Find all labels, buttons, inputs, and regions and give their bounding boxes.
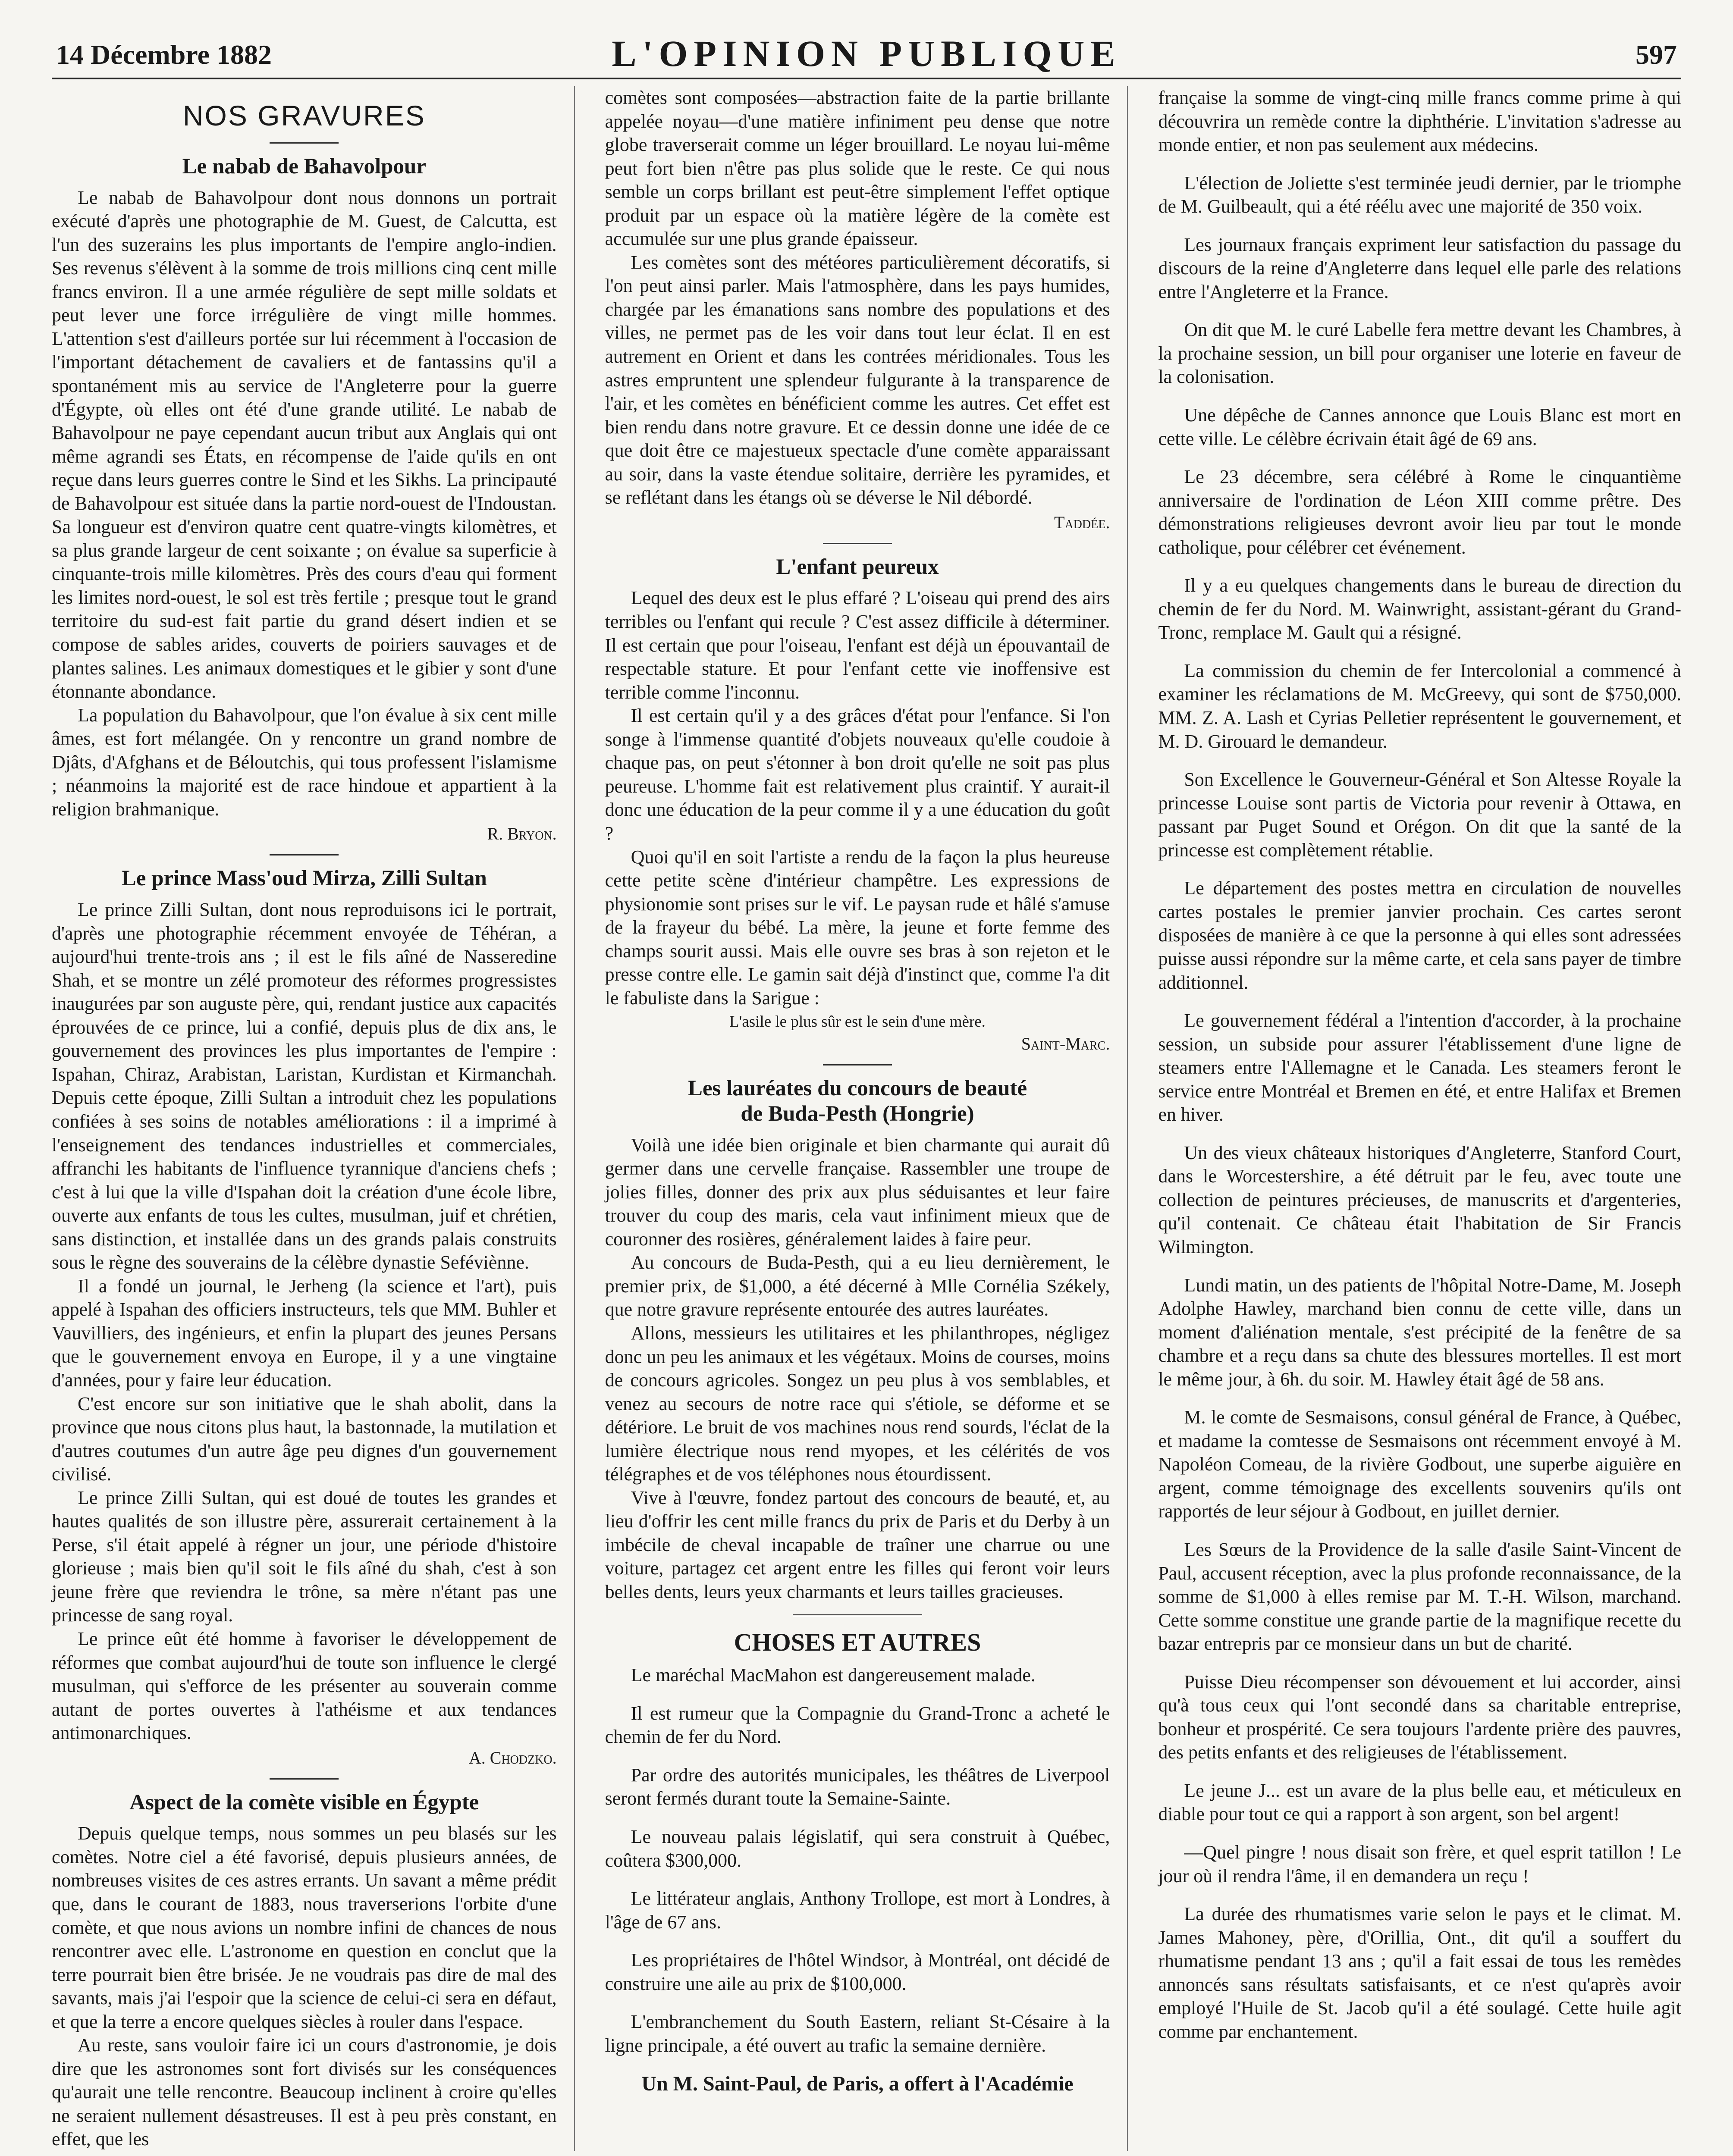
issue-date: 14 Décembre 1882 [56,39,272,70]
article-paragraph: Il a fondé un journal, le Jerheng (la science et l'art), puis appelé à Ispahan des officiers instructeurs, tels que MM. Buhler et Vauvilliers, des ingénieurs, et enfin la plupart des jeunes Persans que le gouvernement envoya en Europe, il y a une vingtaine d'années, pour y faire leur éducation. [52,1275,557,1391]
article-signature: Taddée. [1054,512,1110,532]
article-heading: Le nabab de Bahavolpour [182,154,427,179]
article-paragraph: Il est certain qu'il y a des grâces d'état pour l'enfance. Si l'on songe à l'immense quantité d'objets nouveaux qu'elle coudoie à chaque pas, on peut s'étonner à bon droit qu'elle ne soit pas plus peureuse. L'homme fait est relativement plus craintif. Y aurait-il donc une éducation de la peur comme il y a une éducation du goût ? [605,705,1110,844]
news-brief: Le jeune J... est un avare de la plus belle eau, et méticuleux en diable pour tout ce qui a rapport à son argent, son bel argent! [1158,1780,1681,1825]
news-brief: Le nouveau palais législatif, qui sera construit à Québec, coûtera $300,000. [605,1826,1110,1871]
news-brief: Le maréchal MacMahon est dangereusement malade. [631,1664,1036,1686]
news-brief: Les propriétaires de l'hôtel Windsor, à Montréal, ont décidé de construire une aile au prix de $100,000. [605,1949,1110,1994]
news-brief: Par ordre des autorités municipales, les théâtres de Liverpool seront fermés durant toute la Semaine-Sainte. [605,1764,1110,1809]
article-paragraph: Les comètes sont des météores particulièrement décoratifs, si l'on peut ainsi parler. Mais l'atmosphère, dans les pays humides, chargée par les émanations sans nombre des populations et des villes, ne permet pas de les voir dans tout leur éclat. Il en est autrement en Orient et dans les contrées méridionales. Tous les astres empruntent une splendeur fulgurante à la transparence de l'air, et les comètes en bénéficient comme les autres. Cet effet est bien rendu dans notre gravure. Et ce dessin donne une idée de ce que doit être ce majestueux spectacle d'une comète apparaissant au soir, dans la vaste étendue solitaire, derrière les pyramides, et se reflétant dans les étangs où se déverse le Nil débordé. [605,251,1110,508]
news-brief: L'embranchement du South Eastern, reliant St-Césaire à la ligne principale, a été ouvert au trafic la semaine dernière. [605,2011,1110,2056]
divider [823,543,892,544]
page-number: 597 [1636,39,1677,70]
article-paragraph: Lequel des deux est le plus effaré ? L'oiseau qui prend des airs terribles ou l'enfant qui recule ? C'est assez difficile à déterminer. Il est certain que pour l'oiseau, l'enfant est déjà un épouvantail de respectable stature. Et pour l'enfant cette vie inoffensive est terrible comme l'inconnu. [605,587,1110,703]
news-brief: Le 23 décembre, sera célébré à Rome le cinquantième anniversaire de l'ordination de Léon XIII comme prêtre. Des démonstrations religieuses devront avoir lieu par tout le monde catholique, pour célébrer cet événement. [1158,466,1681,558]
article-paragraph: La population du Bahavolpour, que l'on évalue à six cent mille âmes, est fort mélangée. On y rencontre un grand nombre de Djâts, d'Afghans et de Béloutchis, qui tous professent l'islamisme ; néanmoins la majorité est de race hindoue et appartient à la religion brahmanique. [52,704,557,820]
article-paragraph: Au concours de Buda-Pesth, qui a eu lieu dernièrement, le premier prix, de $1,000, a été décerné à Mlle Cornélia Székely, que notre gravure représente entourée des autres lauréates. [605,1252,1110,1320]
article-paragraph: Quoi qu'il en soit l'artiste a rendu de la façon la plus heureuse cette petite scène d'intérieur champêtre. Les expressions de physionomie sont prises sur le vif. Le paysan rude et hâlé s'amuse de la frayeur du bébé. La mère, la jeune et forte femme des champs sourit aussi. Mais elle ouvre ses bras à son rejeton et le presse contre elle. Le gamin sait déjà d'instinct que, comme l'a dit le fabuliste dans la Sarigue : [605,846,1110,1009]
article-heading: L'enfant peureux [776,555,939,579]
article-paragraph: Le prince Zilli Sultan, dont nous reproduisons ici le portrait, d'après une photographie récemment envoyée de Téhéran, a aujourd'hui trente-trois ans ; il est le fils aîné de Nasseredine Shah, et se montre un zélé promoteur des réformes progressistes inaugurées par son auguste père, qui, rendant justice aux capacités éprouvées de ce prince, lui a confié, depuis plus de dix ans, le gouvernement des provinces les plus importantes de l'empire : Ispahan, Chiraz, Arabistan, Laristan, Kurdistan et Kirmanchah. Depuis cette époque, Zilli Sultan a introduit chez les populations confiées à ses soins de notables améliorations : il a imprimé à l'enseignement des tendances industrielles et commerciales, affranchi les habitants de l'influence tyrannique d'anciens chefs ; c'est à lui que la ville d'Ispahan doit la création d'une école libre, ouverte aux enfants de tous les cultes, musulman, juif et chrétien, sans distinction, et installée dans un des grands palais construits sous le règne des souverains de la célèbre dynastie Seféviènne. [52,899,557,1273]
article-paragraph: C'est encore sur son initiative que le shah abolit, dans la province que nous citons plus haut, la bastonnade, la mutilation et d'autres coutumes d'un autre âge peu dignes d'un gouvernement civilisé. [52,1393,557,1485]
article-heading: Aspect de la comète visible en Égypte [129,1790,479,1814]
section-title: NOS GRAVURES [182,100,426,132]
news-brief: Un des vieux châteaux historiques d'Angleterre, Stanford Court, dans le Worcestershire, a été détruit par le feu, avec toute une collection de peintures précieuses, de manuscrits et d'argenteries, qu'il contenait. Ce château était l'habitation de Sir Francis Wilmington. [1158,1142,1681,1257]
news-brief-continued: Un M. Saint-Paul, de Paris, a offert à l'Académie [641,2072,1074,2096]
divider [793,1614,922,1618]
news-brief: —Quel pingre ! nous disait son frère, et quel esprit tatillon ! Le jour où il rendra l'âme, il en demandera un reçu ! [1158,1842,1681,1887]
article-paragraph: Vive à l'œuvre, fondez partout des concours de beauté, et, au lieu d'offrir les cent mille francs du prix de Paris et du Derby à un imbécile de cheval incapable de traîner une charrue ou une voiture, partagez cet argent entre les filles qui feront voir leurs belles dents, leurs yeux charmants et leurs tailles gracieuses. [605,1487,1110,1602]
article-paragraph: Au reste, sans vouloir faire ici un cours d'astronomie, je dois dire que les astronomes sont fort divisés sur les conséquences qu'aurait une telle rencontre. Beaucoup inclinent à croire qu'elles ne seraient nullement désastreuses. Il est à peu près constant, en effet, que les [52,2034,557,2150]
divider [270,142,339,144]
article-paragraph: Voilà une idée bien originale et bien charmante qui aurait dû germer dans une cervelle française. Rassembler une troupe de jolies filles, donner des prix aux plus séduisantes et leur faire trouver du coup des maris, cela vaut infiniment mieux que de couronner des rosières, généralement laides à faire peur. [605,1134,1110,1250]
heading-line: Les lauréates du concours de beauté [688,1076,1027,1101]
column-3 [1158,86,1681,2151]
article-paragraph: Le prince eût été homme à favoriser le développement de réformes que combat aujourd'hui de toute son influence le clergé musulman, qui s'efforce de les présenter au souverain comme autant de portes ouvertes à l'athéisme et aux tendances antimonarchiques. [52,1628,557,1744]
news-brief: Son Excellence le Gouverneur-Général et Son Altesse Royale la princesse Louise sont partis de Victoria pour revenir à Ottawa, en passant par Puget Sound et Orégon. On dit que la santé de la princesse est complètement rétablie. [1158,769,1681,861]
divider [823,1064,892,1065]
article-signature: Saint-Marc. [1021,1034,1110,1054]
article-heading [605,1076,1110,1126]
article-paragraph: Le nabab de Bahavolpour dont nous donnons un portrait exécuté d'après une photographie de M. Guest, de Calcutta, est l'un des suzerains les plus importants de l'empire anglo-indien. Ses revenus s'élèvent à la somme de trois millions cinq cent mille francs environ. Il a une armée régulière de sept mille soldats et peut lever une force irrégulière de vingt mille hommes. L'attention s'est d'ailleurs portée sur lui récemment à l'occasion de l'important détachement de cavaliers et de fantassins qu'il a spontanément mis au service de l'Angleterre pour la guerre d'Égypte, où elles ont été d'une grande utilité. Le nabab de Bahavolpour ne paye cependant aucun tribut aux Anglais qui ont même agrandi ses États, en récompense de l'aide qu'ils en ont reçue dans leurs guerres contre le Sind et les Sikhs. La principauté de Bahavolpour est située dans la partie nord-ouest de l'Indoustan. Sa longueur est d'environ quatre cent quatre-vingts kilomètres, et sa plus grande largeur de cent soixante ; on évalue sa superficie à cinquante-trois mille kilomètres. Près des cours d'eau qui forment les limites nord-ouest, le sol est très fertile ; presque tout le grand territoire du sud-est fait partie du grand désert indien et se compose de sables arides, couverts de poiriers sauvages et de plantes salines. Les animaux domestiques et le gibier y sont d'une étonnante abondance. [52,187,557,702]
news-brief: française la somme de vingt-cinq mille francs comme prime à qui découvrira un remède contre la diphthérie. L'invitation s'adresse au monde entier, et non pas seulement aux médecins. [1158,87,1681,156]
verse-quote: L'asile le plus sûr est le sein d'une mère. [729,1013,986,1031]
news-brief: Une dépêche de Cannes annonce que Louis Blanc est mort en cette ville. Le célèbre écrivain était âgé de 69 ans. [1158,404,1681,449]
article-paragraph: Allons, messieurs les utilitaires et les philanthropes, négligez donc un peu les animaux et les végétaux. Moins de courses, moins de concours agricoles. Songez un peu plus à vos semblables, et venez au secours de notre race qui s'étiole, se déforme et se détériore. Le bruit de vos machines nous rend sourds, l'éclat de la lumière électrique nous rend myopes, et les célérités de vos télégraphes et de vos téléphones nous étourdissent. [605,1322,1110,1485]
article-signature: R. Bryon. [487,824,557,844]
column-1 [52,86,575,2151]
news-brief: Il est rumeur que la Compagnie du Grand-Tronc a acheté le chemin de fer du Nord. [605,1702,1110,1748]
article-signature: A. Chodzko. [468,1748,557,1767]
news-briefs [605,1664,1110,2057]
news-brief: Il y a eu quelques changements dans le bureau de direction du chemin de fer du Nord. M. Wainwright, assistant-gérant du Grand-Tronc, remplace M. Gault qui a résigné. [1158,575,1681,643]
section-heading: CHOSES ET AUTRES [734,1628,981,1656]
article-paragraph: comètes sont composées—abstraction faite de la partie brillante appelée noyau—d'une matière infiniment peu dense que notre globe traverserait comme un léger brouillard. Le noyau lui-même peut fort bien n'être pas plus solide que le reste. Ce qui nous semble un corps brillant est peut-être simplement l'effet optique produit par un espace où la matière légère de la comète est accumulée sur une plus grande épaisseur. [605,87,1110,250]
divider [270,1778,339,1780]
news-brief: Le gouvernement fédéral a l'intention d'accorder, à la prochaine session, un subside pour assurer l'établissement d'une ligne de steamers entre l'Allemagne et le Canada. Les steamers feront le service entre Montréal et Bremen en été, et entre Halifax et Bremen en hiver. [1158,1010,1681,1125]
heading-line: de Buda-Pesth (Hongrie) [741,1101,974,1126]
divider [270,854,339,856]
news-brief: La commission du chemin de fer Intercolonial a commencé à examiner les réclamations de M. McGreevy, qui sont de $750,000. MM. Z. A. Lash et Cyrias Pelletier représentent le gouvernement, et M. D. Girouard le demandeur. [1158,660,1681,752]
masthead [52,30,1681,79]
news-brief: Le littérateur anglais, Anthony Trollope, est mort à Londres, à l'âge de 67 ans. [605,1888,1110,1933]
news-brief: Les journaux français expriment leur satisfaction du passage du discours de la reine d'Angleterre dans lequel elle parle des relations entre l'Angleterre et la France. [1158,234,1681,302]
news-brief: M. le comte de Sesmaisons, consul général de France, à Québec, et madame la comtesse de Sesmaisons ont récemment envoyé à M. Napoléon Comeau, de la rivière Godbout, une superbe aiguière en argent, comme témoignage des excellents souvenirs qu'ils ont rapportés de leur séjour à Godbout, en juillet dernier. [1158,1407,1681,1522]
column-2 [605,86,1128,2151]
news-brief: On dit que M. le curé Labelle fera mettre devant les Chambres, à la prochaine session, un bill pour organiser une loterie en faveur de la colonisation. [1158,319,1681,388]
columns [52,86,1681,2150]
article-paragraph: Depuis quelque temps, nous sommes un peu blasés sur les comètes. Notre ciel a été favorisé, depuis plusieurs années, de nombreuses visites de ces astres errants. Un savant a même prédit que, dans le courant de 1883, nous traverserions l'orbite d'une comète, et que nous avions un nombre infini de chances de nous rencontrer avec elle. L'astronome en question en conclut que la terre pourrait bien être brisée. Je ne voudrais pas dire de mal des savants, mais j'ai l'espoir que la science de celui-ci sera en défaut, et que la terre a encore quelques siècles à rouler dans l'espace. [52,1823,557,2032]
news-brief: La durée des rhumatismes varie selon le pays et le climat. M. James Mahoney, père, d'Orillia, Ont., dit qu'il a souffert du rhumatisme pendant 13 ans ; qu'il a fait essai de tous les remèdes annoncés sans résultats satisfaisants, et ce n'est qu'après avoir employé l'Huile de St. Jacob qu'il a été soulagé. Cette huile agit comme par enchantement. [1158,1903,1681,2042]
news-brief: Lundi matin, un des patients de l'hôpital Notre-Dame, M. Joseph Adolphe Hawley, marchand bien connu de cette ville, dans un moment d'aliénation mentale, s'est précipité de la fenêtre de sa chambre et a reçu dans sa chute des blessures mortelles. Il est mort le même jour, à 6h. du soir. M. Hawley était âgé de 58 ans. [1158,1274,1681,1390]
news-brief: Puisse Dieu récompenser son dévouement et lui accorder, ainsi qu'à tous ceux qui l'ont secondé dans sa charitable entreprise, bonheur et prospérité. Ce sera toujours l'ardente prière des pauvres, des petits enfants et des religieuses de l'établissement. [1158,1671,1681,1763]
article-heading: Le prince Mass'oud Mirza, Zilli Sultan [121,866,487,891]
news-brief: L'élection de Joliette s'est terminée jeudi dernier, par le triomphe de M. Guilbeault, qui a été réélu avec une majorité de 350 voix. [1158,172,1681,217]
news-brief: Le département des postes mettra en circulation de nouvelles cartes postales le premier janvier prochain. Ces cartes seront disposées de manière à ce que la personne à qui elles sont adressées puisse aussi répondre sur la même carte, et cela sans payer de timbre additionnel. [1158,877,1681,993]
newspaper-title: L'OPINION PUBLIQUE [612,33,1121,74]
article-paragraph: Le prince Zilli Sultan, qui est doué de toutes les grandes et hautes qualités de son illustre père, assurerait certainement à la Perse, s'il était appelé à régner un jour, une période d'histoire glorieuse ; mais bien qu'il soit le fils aîné du shah, c'est à son jeune frère que reviendra le trône, sa mère n'étant pas une princesse de sang royal. [52,1487,557,1626]
news-brief: Les Sœurs de la Providence de la salle d'asile Saint-Vincent de Paul, accusent réception, avec la plus profonde reconnaissance, de la somme de $1,000 à elles remise par M. T.-H. Wilson, marchand. Cette somme constitue une grande partie de la magnifique recette du bazar entrepris par ce monsieur dans un but de charité. [1158,1539,1681,1655]
